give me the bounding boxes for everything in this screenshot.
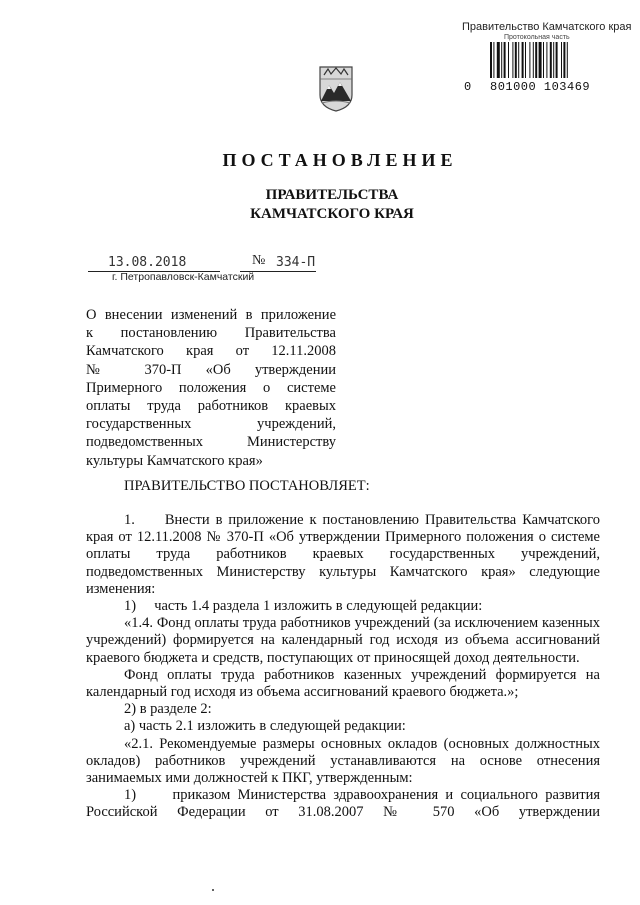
barcode-leading-digit: 0 xyxy=(464,80,472,94)
subject-line: культуры Камчатского края» xyxy=(86,452,263,469)
document-date: 13.08.2018 xyxy=(108,255,187,270)
number-sign: № xyxy=(252,253,266,268)
issuer-block xyxy=(0,186,640,224)
paragraph: 1) часть 1.4 раздела 1 изложить в следующей редакции: xyxy=(124,598,483,615)
paragraph: «2.1. Рекомендуемые размеры основных окладов (основных должностных окладов) работников учреждений устанавливаются на основе отнесения занимаемых ими должностей к ПКГ, утвержденным: xyxy=(86,735,600,787)
paragraph: а) часть 2.1 изложить в следующей редакции: xyxy=(124,718,406,735)
subject-line: О внесении изменений в приложение xyxy=(86,307,336,323)
city: г. Петропавловск-Камчатский xyxy=(112,271,255,283)
subject-line: государственных учреждений, xyxy=(86,416,336,433)
issuer-line-2: КАМЧАТСКОГО КРАЯ xyxy=(250,206,414,222)
paragraph: «1.4. Фонд оплаты труда работников учреждений (за исключением казенных учреждений) формируется на календарный год исходя из объема ассигнований краевого бюджета и средств, поступающих от приносящей доход деятельности. xyxy=(86,615,600,666)
paragraph: Фонд оплаты труда работников казенных учреждений формируется на календарный год исходя из объема ассигнований краевого бюджета.»; xyxy=(86,666,600,701)
subject-block xyxy=(86,306,336,470)
paragraph: 1. Внести в приложение к постановлению Правительства Камчатского края от 12.11.2008 № 370-П «Об утверждении Примерного положения о системе оплаты труда работников краевых государственных учреждений, подведомственных Министерству культуры Камчатского края» следующие изменения: xyxy=(86,512,600,597)
subject-line: оплаты труда работников краевых xyxy=(86,398,336,415)
subject-line: подведомственных Министерству xyxy=(86,434,336,451)
paragraph: 1) приказом Министерства здравоохранения и социального развития Российской Федерации от 31.08.2007 № 570 «Об утверждении xyxy=(86,787,600,821)
issuer-line-1: ПРАВИТЕЛЬСТВА xyxy=(265,187,399,203)
document-number: 334-П xyxy=(276,255,316,270)
decree-statement: ПРАВИТЕЛЬСТВО ПОСТАНОВЛЯЕТ: xyxy=(124,478,370,494)
stamp-subtitle: Протокольная часть xyxy=(504,34,570,41)
paragraph: 2) в разделе 2: xyxy=(124,701,212,718)
stamp-title: Правительство Камчатского края xyxy=(462,21,632,33)
subject-line: к постановлению Правительства xyxy=(86,325,336,342)
document-title: ПОСТАНОВЛЕНИЕ xyxy=(222,150,458,170)
subject-line: № 370-П «Об утверждении xyxy=(86,361,336,378)
scan-speck xyxy=(212,889,214,891)
coat-of-arms-icon xyxy=(318,65,354,113)
barcode-number: 801000 103469 xyxy=(490,80,591,94)
barcode xyxy=(488,42,608,82)
document-body xyxy=(86,512,600,822)
subject-line: Камчатского края от 12.11.2008 xyxy=(86,343,336,360)
subject-line: Примерного положения о системе xyxy=(86,379,336,396)
